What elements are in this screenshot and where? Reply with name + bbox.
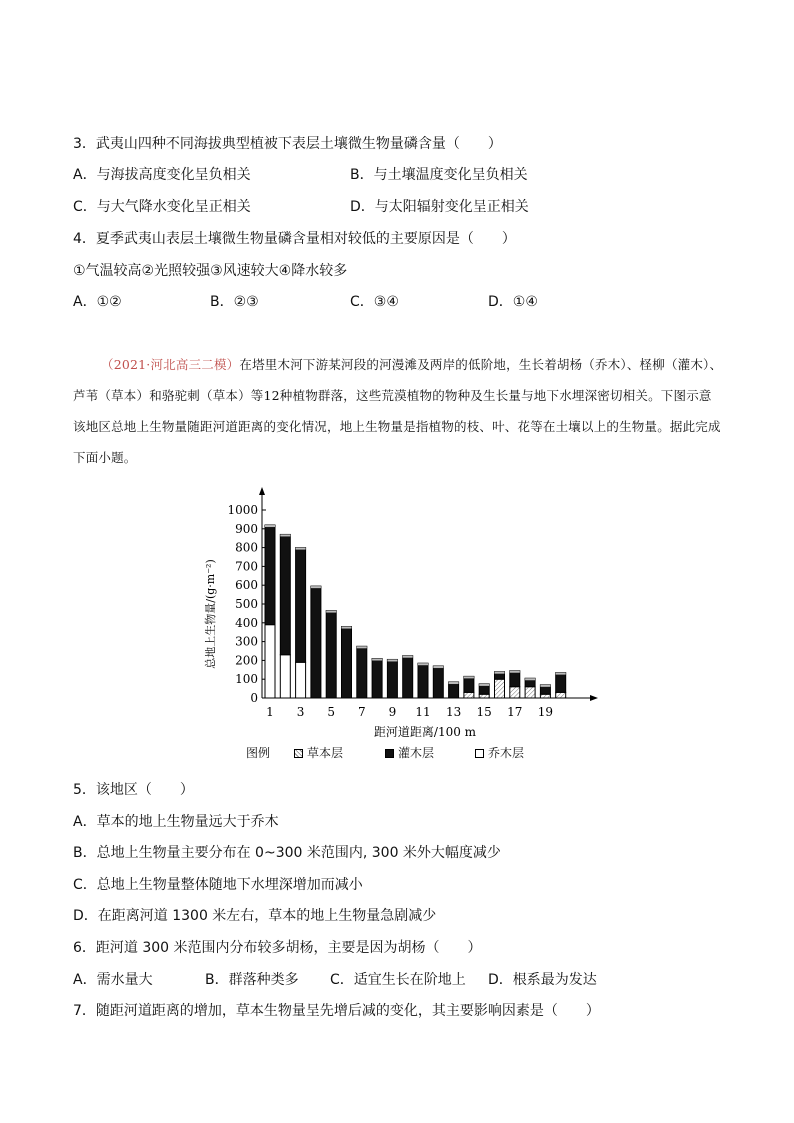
reading-passage [73,349,723,473]
q5-option-d: D．在距离河道 1300 米左右，草本的地上生物量急剧减少 [73,908,437,924]
q6-stem: 6．距河道 300 米范围内分布较多胡杨，主要是因为胡杨（ ） [73,940,482,956]
bar-top-highlight [403,656,413,658]
bar-herb-layer [479,694,489,698]
x-tick-label: 15 [476,705,492,719]
bar-top-highlight [342,627,352,629]
legend-herb-swatch [294,749,303,758]
bar-top-highlight [510,671,520,673]
bar-top-highlight [449,682,459,684]
x-tick-label: 17 [507,705,523,719]
bar-tree-layer [296,662,306,698]
bar-top-highlight [387,659,397,661]
bar-top-highlight [479,684,489,686]
bar-shrub-layer [433,666,443,698]
bar-shrub-layer [342,627,352,698]
q6-option-b: B．群落种类多 [205,972,299,988]
x-tick-label: 3 [296,705,305,719]
y-tick-label: 500 [235,597,258,611]
y-tick-label: 100 [235,672,258,687]
y-tick-label: 400 [235,615,258,630]
x-tick-label: 1 [266,705,274,719]
bar-shrub-layer [449,682,459,698]
y-axis-arrow [259,487,265,495]
legend-tree-swatch [475,749,484,758]
legend-herb [294,745,343,761]
q4-option-d: D．①④ [488,294,538,310]
bar-herb-layer [556,692,566,698]
q5-option-b: B．总地上生物量主要分布在 0~300 米范围内, 300 米外大幅度减少 [73,845,501,861]
x-tick-label: 19 [537,705,554,719]
bar-herb-layer [464,692,474,698]
q7-stem: 7．随距河道距离的增加，草本生物量呈先增后减的变化，其主要影响因素是（ ） [73,1003,600,1019]
q3-option-b: B．与土壤温度变化呈负相关 [350,167,528,183]
legend-shrub-label: 灌木层 [398,746,435,760]
bar-top-highlight [525,678,535,680]
bar-shrub-layer [296,548,306,663]
q4-items: ①气温较高②光照较强③风速较大④降水较多 [73,263,348,279]
bar-shrub-layer [556,673,566,693]
legend-shrub-swatch [385,749,394,758]
bar-herb-layer [495,679,505,698]
bar-top-highlight [540,685,550,687]
legend-tree [475,745,524,761]
bar-shrub-layer [326,611,336,698]
bar-tree-layer [265,625,275,698]
biomass-chart [200,485,620,765]
biomass-chart-svg [200,485,620,745]
y-tick-label: 300 [235,634,258,649]
bar-tree-layer [280,655,290,698]
bar-shrub-layer [372,659,382,698]
passage-text: 在塔里木河下游某河段的河漫滩及两岸的低阶地，生长着胡杨（乔木）、柽柳（灌木）、芦苇（草本）和骆驼刺（草本）等12种植物群落，这些荒漠植物的物种及生长量与地下水埋深密切相关。下图示意该地区总地上生物量随距河道距离的变化情况，地上生物量是指植物的枝、叶、花等在土壤以上的生物量。据此完成下面小题。 [73,357,723,465]
bar-top-highlight [296,548,306,550]
bar-top-highlight [357,646,367,648]
q6-option-a: A．需水量大 [73,972,153,988]
q6-option-c: C．适宜生长在阶地上 [330,972,466,988]
bar-top-highlight [280,534,290,536]
bar-shrub-layer [387,659,397,698]
q5-option-c: C．总地上生物量整体随地下水埋深增加而减小 [73,877,363,893]
bar-top-highlight [311,586,321,588]
y-tick-label: 600 [235,578,258,593]
bar-shrub-layer [418,663,428,698]
q3-option-c: C．与大气降水变化呈正相关 [73,199,251,215]
bar-herb-layer [540,694,550,698]
q3-option-a: A．与海拔高度变化呈负相关 [73,167,251,183]
bar-shrub-layer [311,586,321,698]
y-tick-label: 900 [235,521,258,536]
x-tick-label: 13 [445,705,462,719]
legend-shrub [385,745,434,761]
bar-top-highlight [372,659,382,661]
bar-shrub-layer [357,646,367,698]
legend-title: 图例 [246,746,271,760]
legend-herb-label: 草本层 [307,746,344,760]
q3-option-d: D．与太阳辐射变化呈正相关 [350,199,529,215]
legend-tree-label: 乔木层 [488,746,525,760]
y-tick-label: 700 [235,559,258,574]
bar-top-highlight [265,525,275,527]
q4-option-a: A．①② [73,294,122,310]
bar-top-highlight [556,673,566,675]
q3-stem: 3．武夷山四种不同海拔典型植被下表层土壤微生物量磷含量（ ） [73,136,502,152]
q5-stem: 5．该地区（ ） [73,782,194,798]
y-tick-label: 0 [250,691,258,705]
y-tick-label: 800 [235,540,258,555]
bar-shrub-layer [403,656,413,698]
bar-shrub-layer [280,534,290,654]
x-tick-label: 5 [327,705,336,719]
passage-source: （2021·河北高三二模） [101,357,240,372]
x-tick-label: 9 [388,705,397,719]
bar-top-highlight [418,663,428,665]
bar-herb-layer [510,687,520,698]
bar-top-highlight [464,676,474,678]
y-axis-label: 总地上生物量/(g·m⁻²) [204,559,217,669]
x-axis-arrow [590,695,598,701]
y-tick-label: 1000 [227,503,258,517]
bar-shrub-layer [265,525,275,625]
q5-option-a: A．草本的地上生物量远大于乔木 [73,814,279,830]
bar-shrub-layer [464,676,474,692]
bar-top-highlight [495,672,505,674]
q6-option-d: D．根系最为发达 [488,972,597,988]
x-tick-label: 7 [357,705,366,719]
bar-top-highlight [433,666,443,668]
x-tick-label: 11 [415,705,431,719]
bar-shrub-layer [510,671,520,687]
q4-stem: 4．夏季武夷山表层土壤微生物量磷含量相对较低的主要原因是（ ） [73,231,516,247]
bar-herb-layer [525,687,535,698]
q4-option-c: C．③④ [350,294,399,310]
y-tick-label: 200 [235,653,258,668]
q4-option-b: B．②③ [210,294,259,310]
x-axis-label: 距河道距离/100 m [373,725,477,739]
bar-top-highlight [326,611,336,613]
